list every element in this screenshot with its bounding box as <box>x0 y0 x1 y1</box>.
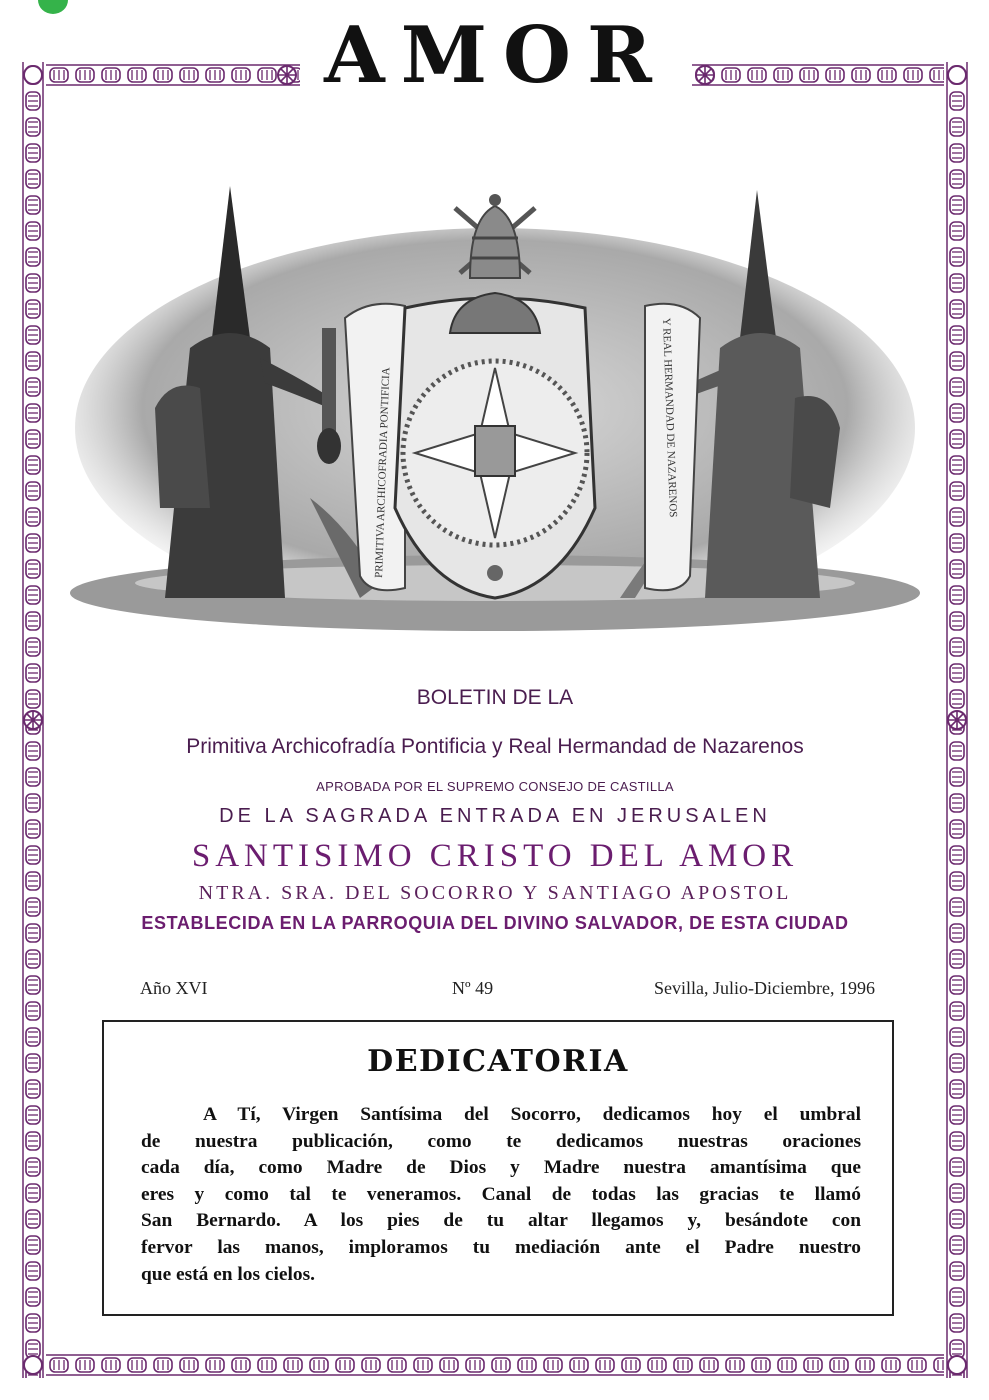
dedicatoria-line: que está en los cielos. <box>141 1263 315 1285</box>
issue-date: Sevilla, Julio-Diciembre, 1996 <box>654 978 875 998</box>
approval-line: APROBADA POR EL SUPREMO CONSEJO DE CASTILLA <box>316 779 674 794</box>
border-top-left <box>20 62 300 88</box>
dedicatoria-line: fervor las manos, imploramos tu mediación ante el Padre nuestro <box>141 1236 861 1258</box>
issue-year: Año XVI <box>140 978 208 998</box>
status-dot <box>38 0 68 14</box>
dedicatoria-box <box>102 1020 894 1316</box>
coat-of-arms-illustration <box>60 178 930 648</box>
boletin-line: BOLETIN DE LA <box>416 686 574 709</box>
dedicatoria-line: cada día, como Madre de Dios y Madre nuestra amantísima que <box>141 1157 861 1179</box>
dedicatoria-line: A Tí, Virgen Santísima del Socorro, dedicamos hoy el umbral <box>203 1104 861 1125</box>
dedicatoria-text <box>141 1102 861 1288</box>
issue-number: Nº 49 <box>452 978 494 998</box>
dedicatoria-title: DEDICATORIA <box>367 1044 629 1079</box>
dedicatoria-line: eres y como tal te veneramos. Canal de todas las gracias te llamó <box>141 1183 861 1205</box>
establecida-line: ESTABLECIDA EN LA PARROQUIA DEL DIVINO SALVADOR, DE ESTA CIUDAD <box>141 913 849 933</box>
border-right <box>944 62 970 1378</box>
brotherhood-name: Primitiva Archicofradía Pontificia y Real Hermandad de Nazarenos <box>186 735 804 758</box>
masthead-title: AMOR <box>324 9 668 101</box>
sagrada-entrada-line: DE LA SAGRADA ENTRADA EN JERUSALEN <box>219 805 771 827</box>
banner-right-text: Y REAL HERMANDAD DE NAZARENOS <box>660 317 679 518</box>
santisimo-cristo-title: SANTISIMO CRISTO DEL AMOR <box>191 838 799 874</box>
dedicatoria-line: San Bernardo. A los pies de tu altar llegamos y, besándote con <box>141 1210 861 1232</box>
shield <box>395 293 595 598</box>
ntra-sra-line: NTRA. SRA. DEL SOCORRO Y SANTIAGO APOSTOL <box>198 882 792 904</box>
issue-info <box>140 978 875 1002</box>
banner-left-text: PRIMITIVA ARCHICOFRADIA PONTIFICIA <box>373 367 393 579</box>
border-left <box>20 62 46 1378</box>
dedicatoria-line: de nuestra publicación, como te dedicamos nuestras oraciones <box>141 1130 861 1152</box>
border-bottom <box>20 1352 970 1378</box>
border-top-right <box>692 62 970 88</box>
